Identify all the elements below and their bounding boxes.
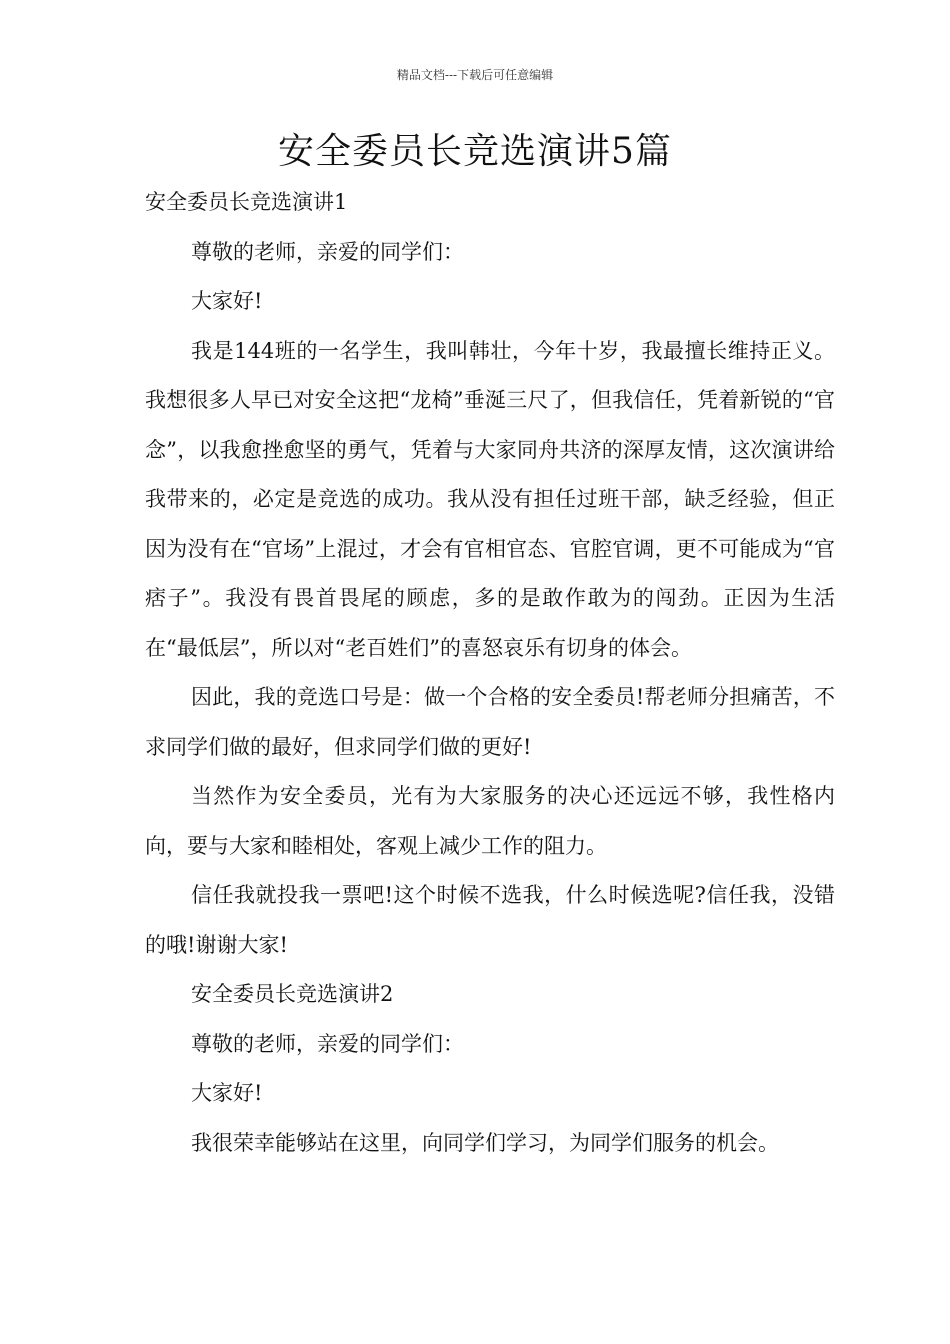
salutation-paragraph: 大家好! [191,289,263,313]
body-paragraph: 信任我就投我一票吧!这个时候不选我，什么时候选呢?信任我，没错的哦!谢谢大家! [145,883,835,957]
header-note: 精品文档---下载后可任意编辑 [396,68,554,82]
greeting-paragraph: 尊敬的老师，亲爱的同学们： [191,1031,464,1056]
body-paragraph: 因此，我的竞选口号是：做一个合格的安全委员!帮老师分担痛苦，不求同学们做的最好，但求同学们做的更好! [145,685,835,759]
body-paragraph: 当然作为安全委员，光有为大家服务的决心还远远不够，我性格内向，要与大家和睦相处，客观上减少工作的阻力。 [145,784,835,858]
section-heading-1: 安全委员长竞选演讲1 [145,190,348,214]
section-heading-2: 安全委员长竞选演讲2 [191,982,394,1006]
document-body [145,178,835,1168]
document-title: 安全委员长竞选演讲5篇 [278,131,672,172]
salutation-paragraph: 大家好! [191,1081,263,1105]
body-paragraph: 我是144班的一名学生，我叫韩壮，今年十岁，我最擅长维持正义。我想很多人早已对安全这把“龙椅”垂涎三尺了，但我信任，凭着新锐的“官念”，以我愈挫愈坚的勇气，凭着与大家同舟共济的深厚友情，这次演讲给我带来的，必定是竞选的成功。我从没有担任过班干部，缺乏经验，但正因为没有在“官场”上混过，才会有官相官态、官腔官调，更不可能成为“官痞子”。我没有畏首畏尾的顾虑，多的是敢作敢为的闯劲。正因为生活在“最低层”，所以对“老百姓们”的喜怒哀乐有切身的体会。 [145,338,835,660]
greeting-paragraph: 尊敬的老师，亲爱的同学们： [191,239,464,264]
body-paragraph: 我很荣幸能够站在这里，向同学们学习，为同学们服务的机会。 [191,1130,779,1155]
